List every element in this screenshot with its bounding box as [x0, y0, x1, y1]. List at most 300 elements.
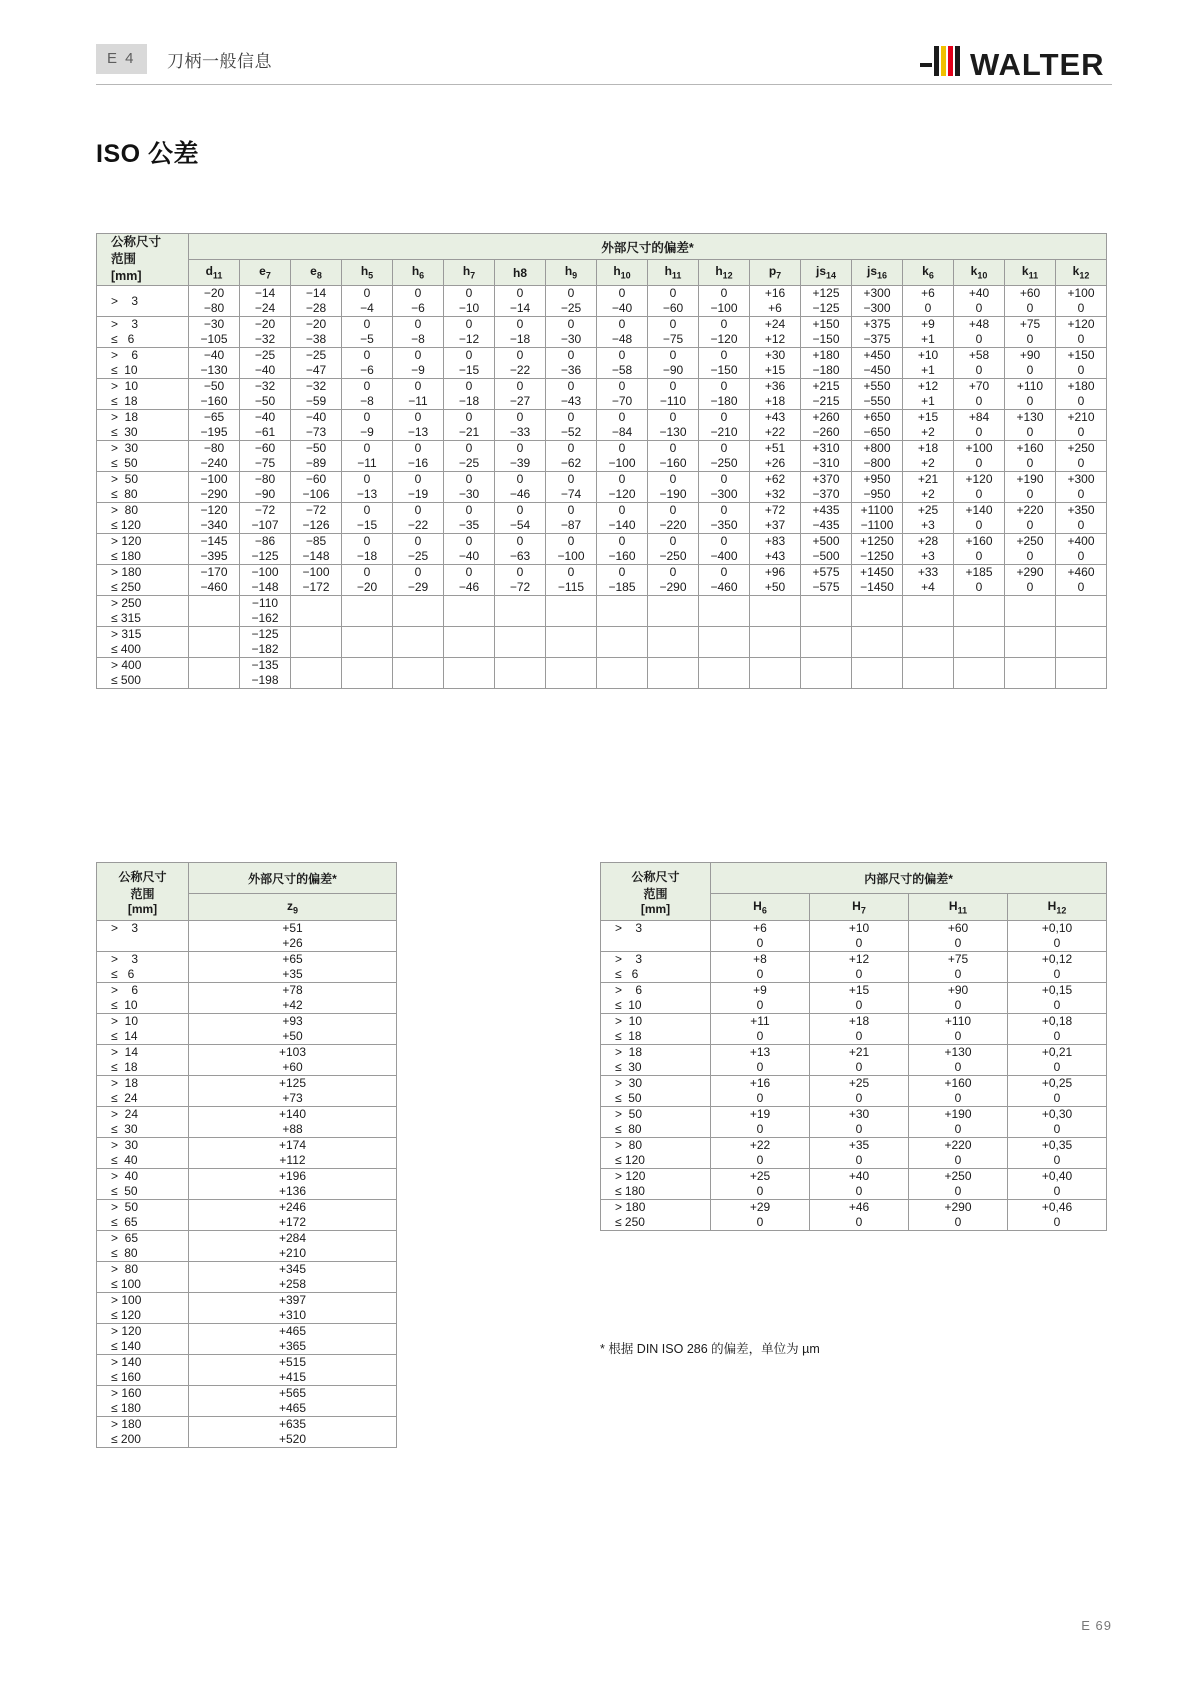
tolerance-value: +220 — [1016, 503, 1044, 517]
tolerance-value: −54 — [509, 518, 531, 532]
tolerance-value: −20 — [254, 317, 276, 331]
tolerance-value: 0 — [516, 565, 524, 579]
size-range-line: ≤ 10 — [111, 998, 138, 1012]
size-range-cell — [601, 1200, 711, 1231]
tolerance-value: +58 — [968, 348, 990, 362]
tolerance-value: 0 — [720, 317, 728, 331]
tolerance-value: +75 — [1019, 317, 1041, 331]
column-header-base: H — [1047, 898, 1057, 913]
size-range-line: ≤ 6 — [111, 967, 135, 981]
tolerance-cell — [1005, 534, 1056, 565]
tolerance-value — [699, 627, 749, 642]
tolerance-value: +40 — [968, 286, 990, 300]
tolerance-cell — [852, 658, 903, 689]
tolerance-value: +93 — [282, 1014, 303, 1028]
tolerance-cell — [495, 317, 546, 348]
tolerance-value: 0 — [855, 936, 863, 950]
size-range-cell — [97, 410, 189, 441]
tolerance-value: +1450 — [860, 565, 894, 579]
tolerance-cell — [903, 565, 954, 596]
tolerance-value: −6 — [411, 301, 425, 315]
tolerance-cell — [1056, 627, 1107, 658]
tolerance-value: −25 — [560, 301, 582, 315]
tolerance-value: +29 — [749, 1200, 771, 1214]
tolerance-value: 0 — [516, 410, 524, 424]
tolerance-cell — [291, 317, 342, 348]
tolerance-value: +125 — [278, 1076, 307, 1090]
tolerance-value: 0 — [756, 1029, 764, 1043]
tolerance-cell — [546, 472, 597, 503]
tolerance-value: 0 — [363, 441, 371, 455]
table-row — [97, 983, 397, 1014]
tolerance-cell — [852, 503, 903, 534]
tolerance-cell — [711, 1076, 810, 1107]
tolerance-value: 0 — [756, 1215, 764, 1229]
tolerance-value: −400 — [710, 549, 738, 563]
tolerance-value — [903, 658, 953, 673]
column-header-subscript: 10 — [977, 270, 988, 281]
tolerance-value — [852, 627, 902, 642]
tolerance-cell — [546, 596, 597, 627]
tolerance-value: −240 — [200, 456, 228, 470]
tolerance-value: 0 — [975, 518, 983, 532]
tolerance-value: −370 — [812, 487, 840, 501]
tolerance-value: +60 — [1019, 286, 1041, 300]
size-range-line: ≤ 180 — [111, 1401, 141, 1415]
size-range-line: > 18 — [111, 1076, 139, 1090]
tolerance-value: +25 — [749, 1169, 771, 1183]
tolerance-cell — [954, 286, 1005, 317]
chapter-tag: E 4 — [96, 44, 147, 74]
tolerance-value: +172 — [278, 1215, 307, 1229]
tolerance-value: 0 — [1026, 332, 1034, 346]
tolerance-cell — [393, 534, 444, 565]
tolerance-value: −145 — [200, 534, 228, 548]
tolerance-value: +18 — [764, 394, 786, 408]
column-header-subscript: 12 — [722, 270, 733, 281]
size-range-cell — [97, 1045, 189, 1076]
tolerance-value: −185 — [608, 580, 636, 594]
tolerance-value: +15 — [917, 410, 939, 424]
tolerance-value: 0 — [363, 317, 371, 331]
tolerance-value: −35 — [458, 518, 480, 532]
tolerance-cell — [444, 348, 495, 379]
tolerance-cell — [546, 286, 597, 317]
tolerance-cell — [1008, 1076, 1107, 1107]
tolerance-value: 0 — [1026, 456, 1034, 470]
tolerance-cell — [648, 658, 699, 689]
tolerance-cell — [699, 534, 750, 565]
tolerance-value: +290 — [944, 1200, 972, 1214]
tolerance-value: 0 — [1077, 394, 1085, 408]
size-range-cell — [97, 1355, 189, 1386]
tolerance-cell — [546, 317, 597, 348]
table-row — [97, 627, 1107, 658]
column-header — [909, 894, 1008, 921]
tolerance-value — [648, 596, 698, 611]
tolerance-value: −172 — [302, 580, 330, 594]
tolerance-value: −4 — [360, 301, 374, 315]
tolerance-value: −100 — [200, 472, 228, 486]
tolerance-value: 0 — [855, 1060, 863, 1074]
tolerance-value: 0 — [1026, 301, 1034, 315]
tolerance-value: +24 — [764, 317, 786, 331]
tolerance-value: +650 — [863, 410, 891, 424]
column-header — [240, 260, 291, 286]
tolerance-value: 0 — [855, 1029, 863, 1043]
logo-bars-icon — [920, 46, 966, 80]
tolerance-value: 0 — [516, 317, 524, 331]
tolerance-value: −30 — [560, 332, 582, 346]
tolerance-cell — [1056, 317, 1107, 348]
tolerance-value: +50 — [282, 1029, 303, 1043]
tolerance-value — [291, 596, 341, 611]
tolerance-cell — [495, 441, 546, 472]
tolerance-value: +48 — [968, 317, 990, 331]
tolerance-value: −18 — [509, 332, 531, 346]
tolerance-value: +100 — [1067, 286, 1095, 300]
size-range-line: > 6 — [111, 348, 139, 362]
tolerance-value: 0 — [618, 503, 626, 517]
tolerance-cell — [648, 286, 699, 317]
tolerance-value — [189, 596, 239, 611]
column-header — [291, 260, 342, 286]
tolerance-value — [495, 627, 545, 642]
tolerance-cell — [342, 317, 393, 348]
tolerance-value: −5 — [360, 332, 374, 346]
tolerance-cell — [750, 317, 801, 348]
tolerance-value — [648, 658, 698, 673]
size-range-line: ≤ 180 — [615, 1184, 645, 1198]
tolerance-value: −72 — [305, 503, 327, 517]
size-range-line: ≤ 18 — [111, 394, 138, 408]
z9-table-body — [97, 921, 397, 1448]
tolerance-cell — [597, 317, 648, 348]
column-header-subscript: 11 — [1028, 270, 1039, 281]
tolerance-value: +0,10 — [1041, 921, 1073, 935]
tolerance-cell — [495, 472, 546, 503]
tolerance-value: 0 — [567, 410, 575, 424]
size-range-cell — [601, 1014, 711, 1045]
tolerance-value: +84 — [968, 410, 990, 424]
size-range-cell — [97, 472, 189, 503]
column-header-subscript: 9 — [572, 270, 578, 281]
tolerance-cell — [597, 286, 648, 317]
range-header-line2: 范围 — [111, 252, 137, 266]
tolerance-value — [495, 596, 545, 611]
tolerance-cell — [1008, 952, 1107, 983]
group-header: 外部尺寸的偏差* — [189, 234, 1107, 260]
tolerance-value: 0 — [669, 348, 677, 362]
table-body — [97, 286, 1107, 689]
tolerance-cell — [240, 503, 291, 534]
tolerance-cell — [852, 379, 903, 410]
tolerance-value: −100 — [710, 301, 738, 315]
tolerance-cell — [189, 1231, 397, 1262]
size-range-line: ≤ 100 — [111, 1277, 141, 1291]
tolerance-cell — [393, 348, 444, 379]
size-range-line: > 6 — [111, 983, 139, 997]
size-range-cell — [97, 565, 189, 596]
tolerance-cell — [240, 472, 291, 503]
tolerance-cell — [495, 627, 546, 658]
size-range-cell — [601, 1138, 711, 1169]
tolerance-value: −290 — [659, 580, 687, 594]
tolerance-value: +345 — [278, 1262, 307, 1276]
tolerance-cell — [852, 317, 903, 348]
size-range-line: > 315 — [111, 627, 142, 641]
table-row — [601, 983, 1107, 1014]
tolerance-value: −550 — [863, 394, 891, 408]
tolerance-value: 0 — [414, 565, 422, 579]
tolerance-value: +160 — [965, 534, 993, 548]
tolerance-value: +130 — [944, 1045, 972, 1059]
size-range-cell — [97, 379, 189, 410]
size-range-line — [615, 936, 710, 951]
tolerance-cell — [909, 1138, 1008, 1169]
column-header — [750, 260, 801, 286]
h-range-header-line3: [mm] — [640, 901, 671, 916]
tolerance-value: +196 — [278, 1169, 307, 1183]
tolerance-value — [1005, 642, 1055, 657]
tolerance-value — [1056, 673, 1106, 688]
tolerance-cell — [189, 503, 240, 534]
tolerance-value — [954, 611, 1004, 626]
tolerance-cell — [546, 441, 597, 472]
size-range-line: ≤ 200 — [111, 1432, 141, 1446]
tolerance-value: +26 — [282, 936, 303, 950]
tolerance-value: +565 — [278, 1386, 307, 1400]
tolerance-cell — [810, 1045, 909, 1076]
tolerance-value: +21 — [848, 1045, 870, 1059]
tolerance-value: −9 — [411, 363, 425, 377]
tolerance-value: 0 — [618, 317, 626, 331]
tolerance-value: 0 — [720, 565, 728, 579]
tolerance-value: −32 — [254, 379, 276, 393]
tolerance-cell — [699, 286, 750, 317]
tolerance-value: 0 — [1077, 518, 1085, 532]
tolerance-cell — [597, 379, 648, 410]
tolerance-cell — [597, 348, 648, 379]
tolerance-value: +2 — [921, 487, 935, 501]
tolerance-value — [342, 658, 392, 673]
tolerance-value — [495, 611, 545, 626]
tolerance-value: 0 — [465, 317, 473, 331]
tolerance-value: 0 — [756, 1184, 764, 1198]
tolerance-value: −1250 — [860, 549, 894, 563]
tolerance-value: 0 — [1026, 425, 1034, 439]
tolerance-value — [546, 611, 596, 626]
tolerance-value: −11 — [408, 394, 428, 408]
tolerance-value: −43 — [560, 394, 582, 408]
tolerance-value: 0 — [618, 286, 626, 300]
column-header-subscript: 6 — [419, 270, 425, 281]
size-range-cell — [97, 534, 189, 565]
tolerance-value: +37 — [764, 518, 786, 532]
tolerance-cell — [903, 472, 954, 503]
column-header — [189, 260, 240, 286]
tolerance-value: −120 — [710, 332, 738, 346]
tolerance-value: 0 — [756, 1122, 764, 1136]
tolerance-cell — [393, 379, 444, 410]
tolerance-cell — [444, 565, 495, 596]
tolerance-value: 0 — [414, 410, 422, 424]
tolerance-cell — [342, 534, 393, 565]
tolerance-value: 0 — [516, 503, 524, 517]
column-header — [903, 260, 954, 286]
column-header-base: js — [815, 264, 826, 279]
z9-range-header-line2: 范围 — [130, 886, 155, 901]
table-row — [97, 1355, 397, 1386]
tolerance-value: 0 — [465, 286, 473, 300]
tolerance-value: −220 — [659, 518, 687, 532]
tolerance-value: +125 — [812, 286, 840, 300]
tolerance-cell — [189, 1324, 397, 1355]
tolerance-cell — [801, 658, 852, 689]
tolerance-value: +30 — [848, 1107, 870, 1121]
column-header-base: h — [715, 264, 723, 279]
size-range-line: > 100 — [111, 1293, 142, 1307]
tolerance-value: −13 — [356, 487, 378, 501]
table-row — [97, 1014, 397, 1045]
size-range-line: ≤ 30 — [111, 425, 138, 439]
tolerance-value: +65 — [282, 952, 303, 966]
tolerance-value: 0 — [756, 998, 764, 1012]
tolerance-value: 0 — [363, 379, 371, 393]
tolerance-value: +26 — [764, 456, 786, 470]
tolerance-value: +110 — [944, 1014, 972, 1028]
tolerance-value — [954, 658, 1004, 673]
table-row — [97, 565, 1107, 596]
internal-tolerance-table — [600, 862, 1107, 1231]
tolerance-value: +370 — [812, 472, 840, 486]
tolerance-value: −19 — [407, 487, 429, 501]
tolerance-value — [852, 596, 902, 611]
tolerance-value: +10 — [848, 921, 870, 935]
tolerance-cell — [1008, 1169, 1107, 1200]
tolerance-value: −18 — [356, 549, 378, 563]
tolerance-cell — [750, 348, 801, 379]
column-header — [546, 260, 597, 286]
tolerance-cell — [852, 534, 903, 565]
tolerance-value: −15 — [356, 518, 378, 532]
column-header — [852, 260, 903, 286]
tolerance-value: −14 — [305, 286, 327, 300]
size-range-line: ≤ 18 — [111, 1060, 138, 1074]
tolerance-value: +300 — [1067, 472, 1095, 486]
tolerance-value: −115 — [557, 580, 585, 594]
tolerance-value — [801, 642, 851, 657]
tolerance-cell — [648, 503, 699, 534]
tolerance-cell — [189, 441, 240, 472]
tolerance-value: −62 — [560, 456, 582, 470]
tolerance-value: +0,25 — [1041, 1076, 1073, 1090]
tolerance-cell — [1005, 503, 1056, 534]
page-number: E 69 — [1081, 1618, 1112, 1633]
tolerance-cell — [1008, 1014, 1107, 1045]
tolerance-cell — [189, 1262, 397, 1293]
tolerance-value — [444, 642, 494, 657]
tolerance-value: −105 — [200, 332, 228, 346]
tolerance-cell — [903, 286, 954, 317]
tolerance-value: −190 — [659, 487, 687, 501]
tolerance-cell — [189, 1138, 397, 1169]
tolerance-value — [189, 627, 239, 642]
size-range-line: ≤ 140 — [111, 1339, 141, 1353]
tolerance-cell — [699, 472, 750, 503]
tolerance-value: 0 — [567, 441, 575, 455]
tolerance-cell — [291, 286, 342, 317]
tolerance-value: 0 — [1053, 1122, 1061, 1136]
tolerance-value: −310 — [812, 456, 840, 470]
tolerance-value: 0 — [720, 348, 728, 362]
tolerance-value: 0 — [1053, 998, 1061, 1012]
tolerance-cell — [954, 410, 1005, 441]
tolerance-value: −58 — [611, 363, 633, 377]
column-header-base: js — [866, 264, 877, 279]
tolerance-value: 0 — [756, 967, 764, 981]
tolerance-cell — [750, 596, 801, 627]
tolerance-cell — [393, 658, 444, 689]
tolerance-cell — [648, 441, 699, 472]
size-range-line: ≤ 24 — [111, 1091, 138, 1105]
column-header-base: h — [613, 264, 621, 279]
tolerance-value: 0 — [618, 534, 626, 548]
tolerance-value: 0 — [855, 1122, 863, 1136]
tolerance-cell — [699, 410, 750, 441]
tolerance-value — [597, 642, 647, 657]
tolerance-cell — [240, 441, 291, 472]
tolerance-cell — [1008, 1200, 1107, 1231]
tolerance-cell — [909, 1200, 1008, 1231]
table-row — [601, 952, 1107, 983]
tolerance-cell — [750, 627, 801, 658]
tolerance-value: 0 — [1053, 1153, 1061, 1167]
tolerance-value: −8 — [411, 332, 425, 346]
tolerance-cell — [342, 410, 393, 441]
table-row — [601, 921, 1107, 952]
tolerance-cell — [648, 534, 699, 565]
tolerance-value — [597, 611, 647, 626]
tolerance-value: 0 — [975, 549, 983, 563]
size-range-line: > 400 — [111, 658, 142, 672]
tolerance-value: −130 — [200, 363, 228, 377]
tolerance-value: −182 — [251, 642, 279, 656]
tolerance-cell — [342, 441, 393, 472]
tolerance-cell — [750, 441, 801, 472]
tolerance-value: +215 — [812, 379, 840, 393]
tolerance-cell — [546, 658, 597, 689]
tolerance-value: +180 — [812, 348, 840, 362]
tolerance-value: −50 — [203, 379, 225, 393]
size-range-line: > 10 — [111, 379, 139, 393]
tolerance-value: +12 — [917, 379, 939, 393]
tolerance-value: +575 — [812, 565, 840, 579]
tolerance-cell — [240, 379, 291, 410]
tolerance-value: +51 — [764, 441, 786, 455]
size-range-line: > 50 — [111, 472, 139, 486]
tolerance-value: 0 — [363, 503, 371, 517]
tolerance-value: 0 — [720, 410, 728, 424]
tolerance-value: 0 — [363, 534, 371, 548]
tolerance-value — [954, 642, 1004, 657]
tolerance-value — [1056, 611, 1106, 626]
tolerance-cell — [903, 410, 954, 441]
tolerance-value: 0 — [1053, 936, 1061, 950]
tolerance-value — [903, 642, 953, 657]
tolerance-cell — [597, 565, 648, 596]
tolerance-value: +250 — [944, 1169, 972, 1183]
